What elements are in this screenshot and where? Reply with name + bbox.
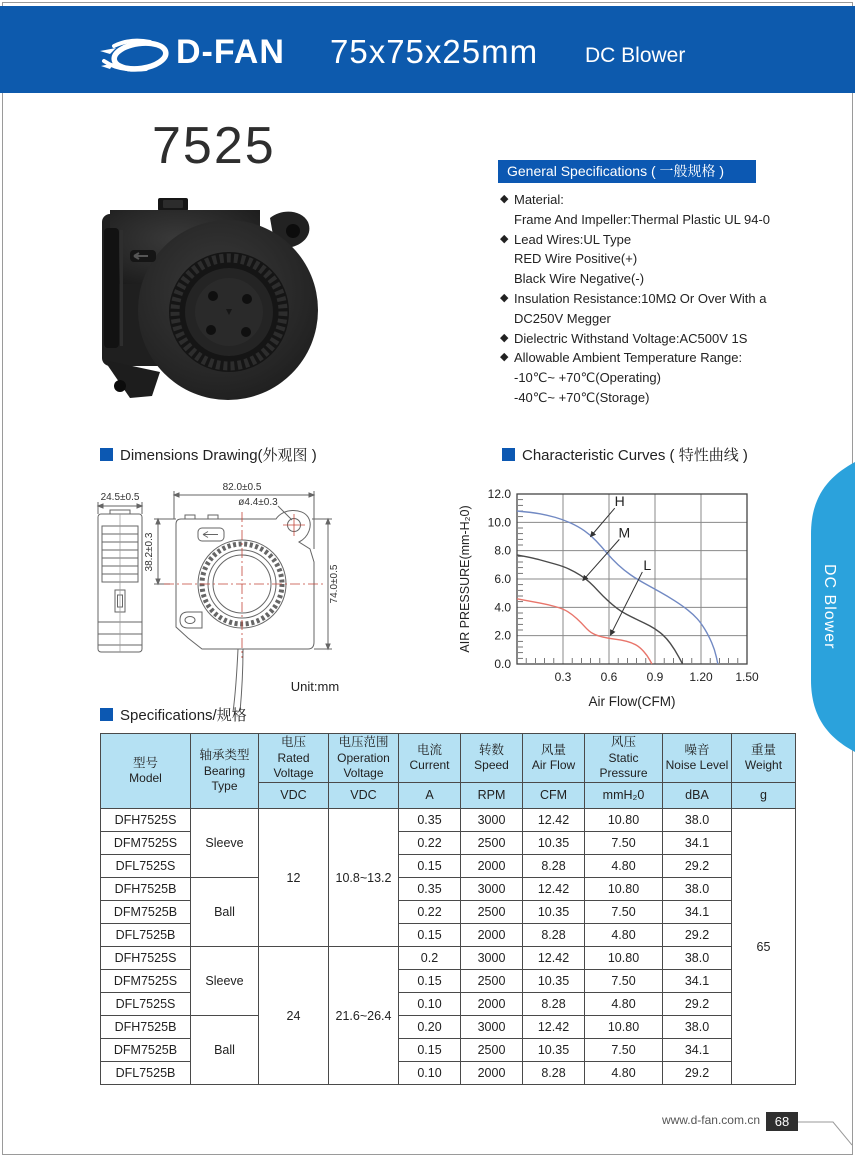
- spec-list-item: DC250V Megger: [514, 310, 611, 326]
- general-specs-title: General Specifications ( 一般规格 ): [498, 160, 756, 183]
- curve-label-M: M: [618, 524, 631, 541]
- cell-bearing-type: Ball: [191, 1016, 259, 1085]
- column-header: 转数 Speed: [461, 734, 523, 783]
- cell-static-pressure: 7.50: [585, 832, 663, 855]
- cell-noise-level: 38.0: [663, 947, 732, 970]
- cell-rated-voltage: 12: [259, 809, 329, 947]
- cell-current: 0.15: [399, 924, 461, 947]
- general-specs-list: [500, 190, 795, 408]
- unit-header: mmH₂0: [585, 783, 663, 809]
- y-tick-label: 0.0: [494, 657, 511, 671]
- curve-H: [517, 511, 718, 664]
- cell-static-pressure: 10.80: [585, 947, 663, 970]
- spec-list-item: -40℃~ +70℃(Storage): [514, 389, 650, 405]
- unit-header: RPM: [461, 783, 523, 809]
- column-header: 风压 Static Pressure: [585, 734, 663, 783]
- cell-model: DFM7525B: [101, 901, 191, 924]
- cell-model: DFL7525S: [101, 855, 191, 878]
- column-header: 电流 Current: [399, 734, 461, 783]
- brand-swoosh-icon: [100, 37, 172, 75]
- curves-section-title: Characteristic Curves ( 特性曲线 ): [502, 444, 748, 465]
- cell-static-pressure: 7.50: [585, 901, 663, 924]
- cell-noise-level: 34.1: [663, 970, 732, 993]
- brand-name: D-FAN: [176, 33, 285, 71]
- cell-air-flow: 12.42: [523, 878, 585, 901]
- cell-noise-level: 34.1: [663, 832, 732, 855]
- cell-noise-level: 38.0: [663, 1016, 732, 1039]
- cell-model: DFM7525S: [101, 970, 191, 993]
- cell-air-flow: 12.42: [523, 809, 585, 832]
- dim-hole: ø4.4±0.3: [238, 497, 278, 508]
- cell-speed: 3000: [461, 1016, 523, 1039]
- spec-list-item: ◆ Insulation Resistance:10MΩ Or Over With a: [500, 289, 795, 309]
- cell-static-pressure: 4.80: [585, 855, 663, 878]
- cell-static-pressure: 7.50: [585, 1039, 663, 1062]
- cell-model: DFL7525S: [101, 993, 191, 1016]
- column-header: 风量 Air Flow: [523, 734, 585, 783]
- category-side-tab: [799, 462, 855, 752]
- dimensions-section-title: Dimensions Drawing(外观图 ): [100, 444, 317, 465]
- cell-speed: 2500: [461, 1039, 523, 1062]
- table-row: [101, 1016, 796, 1039]
- cell-model: DFM7525S: [101, 832, 191, 855]
- cell-current: 0.2: [399, 947, 461, 970]
- model-title: 7525: [152, 117, 276, 175]
- unit-header: dBA: [663, 783, 732, 809]
- cell-current: 0.35: [399, 809, 461, 832]
- spec-list-item: -10℃~ +70℃(Operating): [514, 370, 661, 386]
- cell-speed: 2500: [461, 970, 523, 993]
- dimensions-drawing: [90, 462, 480, 714]
- cell-speed: 3000: [461, 878, 523, 901]
- x-tick-label: 0.3: [554, 670, 572, 684]
- cell-model: DFL7525B: [101, 1062, 191, 1085]
- cell-model: DFH7525S: [101, 947, 191, 970]
- y-tick-label: 6.0: [494, 572, 511, 586]
- column-header: 型号 Model: [101, 734, 191, 809]
- cell-air-flow: 10.35: [523, 832, 585, 855]
- cell-air-flow: 8.28: [523, 993, 585, 1016]
- table-row: [101, 947, 796, 970]
- diamond-bullet-icon: ◆: [500, 232, 509, 245]
- cell-noise-level: 34.1: [663, 1039, 732, 1062]
- spec-list-item: ◆ Material:: [500, 190, 795, 210]
- table-row: [101, 878, 796, 901]
- cell-speed: 2500: [461, 901, 523, 924]
- cell-static-pressure: 7.50: [585, 970, 663, 993]
- y-tick-label: 10.0: [487, 515, 511, 530]
- column-header: 噪音 Noise Level: [663, 734, 732, 783]
- corner-line: [790, 1105, 855, 1158]
- cell-rated-voltage: 24: [259, 947, 329, 1085]
- section-bullet-icon: [100, 708, 113, 721]
- cell-speed: 2000: [461, 1062, 523, 1085]
- cell-current: 0.15: [399, 1039, 461, 1062]
- x-tick-label: 0.6: [600, 670, 618, 684]
- cell-speed: 3000: [461, 947, 523, 970]
- x-tick-label: 1.20: [689, 670, 713, 684]
- cell-bearing-type: Sleeve: [191, 947, 259, 1016]
- characteristic-curves-chart: [455, 476, 785, 716]
- cell-bearing-type: Sleeve: [191, 809, 259, 878]
- y-tick-label: 8.0: [494, 543, 511, 558]
- cell-current: 0.10: [399, 993, 461, 1016]
- cell-static-pressure: 4.80: [585, 924, 663, 947]
- cell-bearing-type: Ball: [191, 878, 259, 947]
- dim-height: 74.0±0.5: [329, 564, 340, 604]
- curve-label-L: L: [643, 556, 652, 573]
- column-header: 电压范围 Operation Voltage: [329, 734, 399, 783]
- cell-static-pressure: 10.80: [585, 878, 663, 901]
- cell-model: DFM7525B: [101, 1039, 191, 1062]
- cell-noise-level: 29.2: [663, 924, 732, 947]
- cell-model: DFL7525B: [101, 924, 191, 947]
- column-header: 电压 Rated Voltage: [259, 734, 329, 783]
- specifications-table: [100, 733, 796, 1085]
- cell-static-pressure: 10.80: [585, 1016, 663, 1039]
- diamond-bullet-icon: ◆: [500, 193, 509, 205]
- cell-current: 0.15: [399, 855, 461, 878]
- cell-weight: 65: [732, 809, 796, 1085]
- section-bullet-icon: [502, 448, 515, 461]
- curve-L: [517, 599, 652, 664]
- spec-list-item: ◆ Allowable Ambient Temperature Range:: [500, 348, 795, 368]
- unit-header: VDC: [259, 783, 329, 809]
- page-number-badge: 68: [766, 1112, 798, 1131]
- fan-product-photo: [100, 190, 320, 402]
- cell-static-pressure: 4.80: [585, 993, 663, 1016]
- cell-operation-voltage: 21.6~26.4: [329, 947, 399, 1085]
- dim-half-height: 38.2±0.3: [144, 532, 155, 572]
- cell-current: 0.20: [399, 1016, 461, 1039]
- unit-header: A: [399, 783, 461, 809]
- y-tick-label: 12.0: [487, 487, 511, 501]
- cell-air-flow: 8.28: [523, 924, 585, 947]
- x-tick-label: 1.50: [735, 670, 759, 684]
- cell-noise-level: 38.0: [663, 809, 732, 832]
- cell-noise-level: 29.2: [663, 993, 732, 1016]
- unit-header: VDC: [329, 783, 399, 809]
- cell-model: DFH7525S: [101, 809, 191, 832]
- cell-air-flow: 12.42: [523, 1016, 585, 1039]
- section-bullet-icon: [100, 448, 113, 461]
- column-header: 轴承类型 Bearing Type: [191, 734, 259, 809]
- cell-noise-level: 29.2: [663, 855, 732, 878]
- footer-url: www.d-fan.com.cn: [661, 1113, 760, 1127]
- cell-current: 0.22: [399, 901, 461, 924]
- cell-speed: 2000: [461, 993, 523, 1016]
- cell-air-flow: 12.42: [523, 947, 585, 970]
- cell-operation-voltage: 10.8~13.2: [329, 809, 399, 947]
- column-header: 重量 Weight: [732, 734, 796, 783]
- cell-noise-level: 29.2: [663, 1062, 732, 1085]
- y-tick-label: 4.0: [494, 600, 511, 615]
- product-type: DC Blower: [585, 44, 686, 67]
- cell-noise-level: 34.1: [663, 901, 732, 924]
- cell-static-pressure: 10.80: [585, 809, 663, 832]
- x-axis-title: Air Flow(CFM): [588, 694, 676, 709]
- cell-current: 0.35: [399, 878, 461, 901]
- cell-model: DFH7525B: [101, 1016, 191, 1039]
- unit-header: g: [732, 783, 796, 809]
- x-tick-label: 0.9: [646, 670, 664, 684]
- spec-list-item: ◆ Dielectric Withstand Voltage:AC500V 1S: [500, 329, 795, 349]
- cell-air-flow: 8.28: [523, 855, 585, 878]
- cell-model: DFH7525B: [101, 878, 191, 901]
- curve-M: [517, 555, 683, 664]
- cell-speed: 2000: [461, 855, 523, 878]
- cell-air-flow: 10.35: [523, 901, 585, 924]
- diamond-bullet-icon: ◆: [500, 331, 509, 344]
- dim-side-width: 24.5±0.5: [100, 492, 140, 503]
- spec-list-item: Frame And Impeller:Thermal Plastic UL 94-0: [514, 211, 771, 227]
- unit-header: CFM: [523, 783, 585, 809]
- y-axis-title: AIR PRESSURE(mm-H₂0): [458, 505, 472, 653]
- spec-list-item: RED Wire Positive(+): [514, 251, 638, 267]
- cell-noise-level: 38.0: [663, 878, 732, 901]
- cell-speed: 2000: [461, 924, 523, 947]
- diamond-bullet-icon: ◆: [500, 291, 509, 304]
- cell-current: 0.22: [399, 832, 461, 855]
- table-row: [101, 809, 796, 832]
- cell-speed: 3000: [461, 809, 523, 832]
- cell-air-flow: 10.35: [523, 1039, 585, 1062]
- product-size: 75x75x25mm: [330, 33, 539, 70]
- side-tab-label: DC Blower: [821, 564, 838, 650]
- cell-air-flow: 8.28: [523, 1062, 585, 1085]
- cell-speed: 2500: [461, 832, 523, 855]
- curve-label-H: H: [614, 493, 625, 510]
- spec-section-title: Specifications/规格: [100, 704, 247, 725]
- dim-width: 82.0±0.5: [222, 482, 262, 493]
- cell-current: 0.10: [399, 1062, 461, 1085]
- cell-static-pressure: 4.80: [585, 1062, 663, 1085]
- spec-list-item: ◆ Lead Wires:UL Type: [500, 230, 795, 250]
- cell-current: 0.15: [399, 970, 461, 993]
- top-header: [0, 6, 855, 93]
- unit-label: Unit:mm: [290, 679, 340, 694]
- y-tick-label: 2.0: [494, 628, 511, 643]
- spec-list-item: Black Wire Negative(-): [514, 271, 645, 287]
- cell-air-flow: 10.35: [523, 970, 585, 993]
- diamond-bullet-icon: ◆: [500, 351, 509, 364]
